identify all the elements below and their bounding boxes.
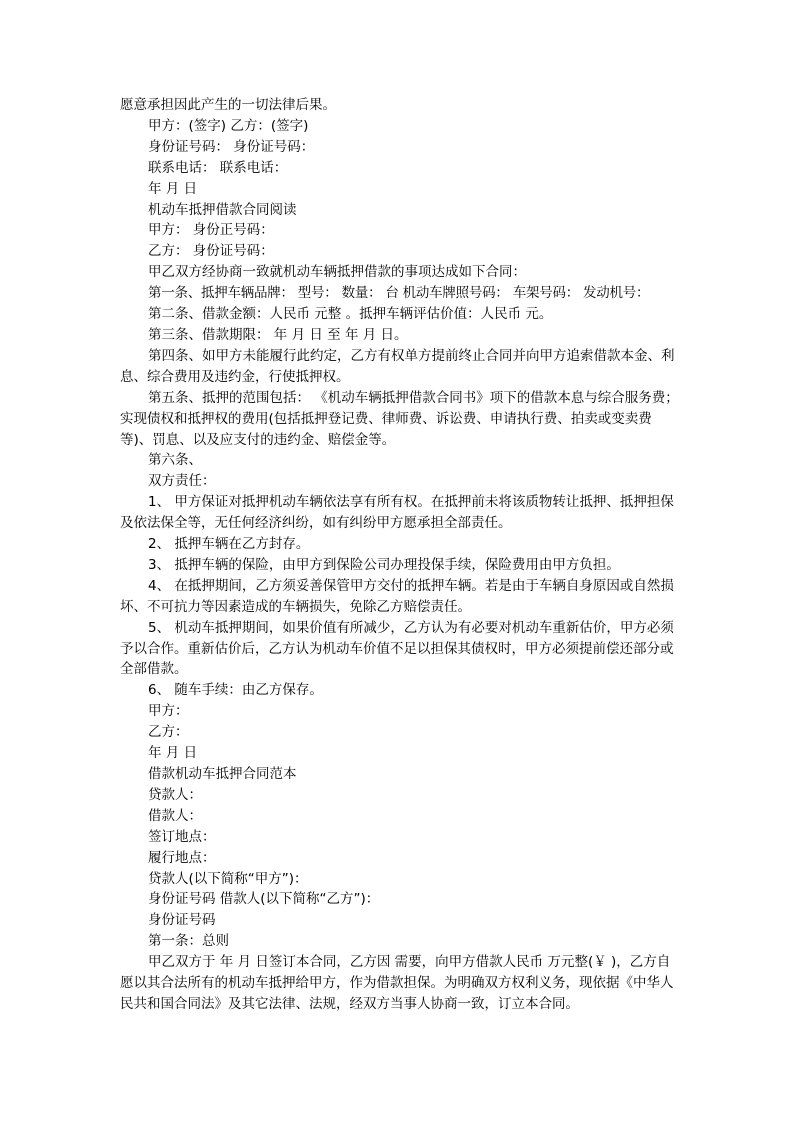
borrower-line: 借款人： <box>148 807 202 824</box>
lender-abbrev-line: 贷款人(以下简称“甲方”)： <box>148 870 308 887</box>
responsibility-5: 5、 机动车抵押期间，如果价值有所减少，乙方认为有必要对机动车重新估价，甲方必须予以合作。重新估价后，乙方认为机动车价值不足以担保其债权时，甲方必须提前偿还部分或全部借款。 <box>120 619 674 678</box>
article-4: 第四条、如甲方未能履行此约定，乙方有权单方提前终止合同并向甲方追索借款本金、利息、综合费用及违约金，行使抵押权。 <box>120 347 675 385</box>
article-3: 第三条、借款期限： 年 月 日 至 年 月 日。 <box>148 326 408 343</box>
general-provisions-heading: 第一条：总则 <box>148 933 229 950</box>
article-5: 第五条、抵押的范围包括： 《机动车辆抵押借款合同书》项下的借款本息与综合服务费；实现债权和抵押权的费用(包括抵押登记费、律师费、诉讼费、申请执行费、拍卖或变卖费等)、罚息、以及应支付的违约金、赔偿金等。 <box>120 389 679 448</box>
section-title-template: 借款机动车抵押合同范本 <box>148 766 297 782</box>
responsibilities-heading: 双方责任： <box>148 473 216 490</box>
article-1: 第一条、抵押车辆品牌： 型号： 数量： 台 机动车牌照号码： 车架号码： 发动机号： <box>148 285 650 302</box>
responsibility-1: 1、 甲方保证对抵押机动车辆依法享有所有权。在抵押前未将该质物转让抵押、抵押担保及依法保全等，无任何经济纠纷，如有纠纷甲方愿承担全部责任。 <box>120 494 674 532</box>
borrower-abbrev-line: 身份证号码 借款人(以下简称“乙方”)： <box>148 891 380 908</box>
performance-place-line: 履行地点： <box>148 849 216 866</box>
sign-date: 年 月 日 <box>148 745 198 762</box>
sign-party-a: 甲方： <box>148 703 189 720</box>
lender-line: 贷款人： <box>148 786 202 803</box>
responsibility-2: 2、 抵押车辆在乙方封存。 <box>148 536 310 553</box>
responsibility-6: 6、 随车手续：由乙方保存。 <box>148 682 323 699</box>
party-a-line: 甲方： 身份正号码： <box>148 222 274 239</box>
id-number-line: 身份证号码： 身份证号码： <box>148 138 315 155</box>
responsibility-4: 4、 在抵押期间，乙方须妥善保管甲方交付的抵押车辆。若是由于车辆自身原因或自然损坏、不可抗力等因素造成的车辆损失，免除乙方赔偿责任。 <box>120 577 674 615</box>
article-2: 第二条、借款金额：人民币 元整 。抵押车辆评估价值：人民币 元。 <box>148 306 553 323</box>
signature-line-parties: 甲方：(签字) 乙方：(签字) <box>148 117 309 134</box>
phone-line: 联系电话： 联系电话： <box>148 159 288 176</box>
responsibility-3: 3、 抵押车辆的保险，由甲方到保险公司办理投保手续，保险费用由甲方负担。 <box>148 556 620 573</box>
document-body <box>120 95 680 1015</box>
signing-place-line: 签订地点： <box>148 828 216 845</box>
article-6: 第六条、 <box>148 452 202 469</box>
id-number-only-line: 身份证号码 <box>148 912 216 929</box>
paragraph-intro-end: 愿意承担因此产生的一切法律后果。 <box>120 97 336 113</box>
sign-party-b: 乙方： <box>148 724 189 741</box>
party-b-line: 乙方： 身份证号码： <box>148 243 274 260</box>
date-line: 年 月 日 <box>148 180 198 197</box>
general-provisions-body: 甲乙双方于 年 月 日签订本合同，乙方因 需要，向甲方借款人民币 万元整(￥ )，乙方自愿以其合法所有的机动车抵押给甲方，作为借款担保。为明确双方权利义务，现依据《中华人民共和国合同法》及其它法律、法规，经双方当事人协商一致，订立本合同。 <box>120 954 674 1012</box>
section-title-reading: 机动车抵押借款合同阅读 <box>148 201 297 218</box>
agreement-intro: 甲乙双方经协商一致就机动车辆抵押借款的事项达成如下合同： <box>148 264 526 281</box>
